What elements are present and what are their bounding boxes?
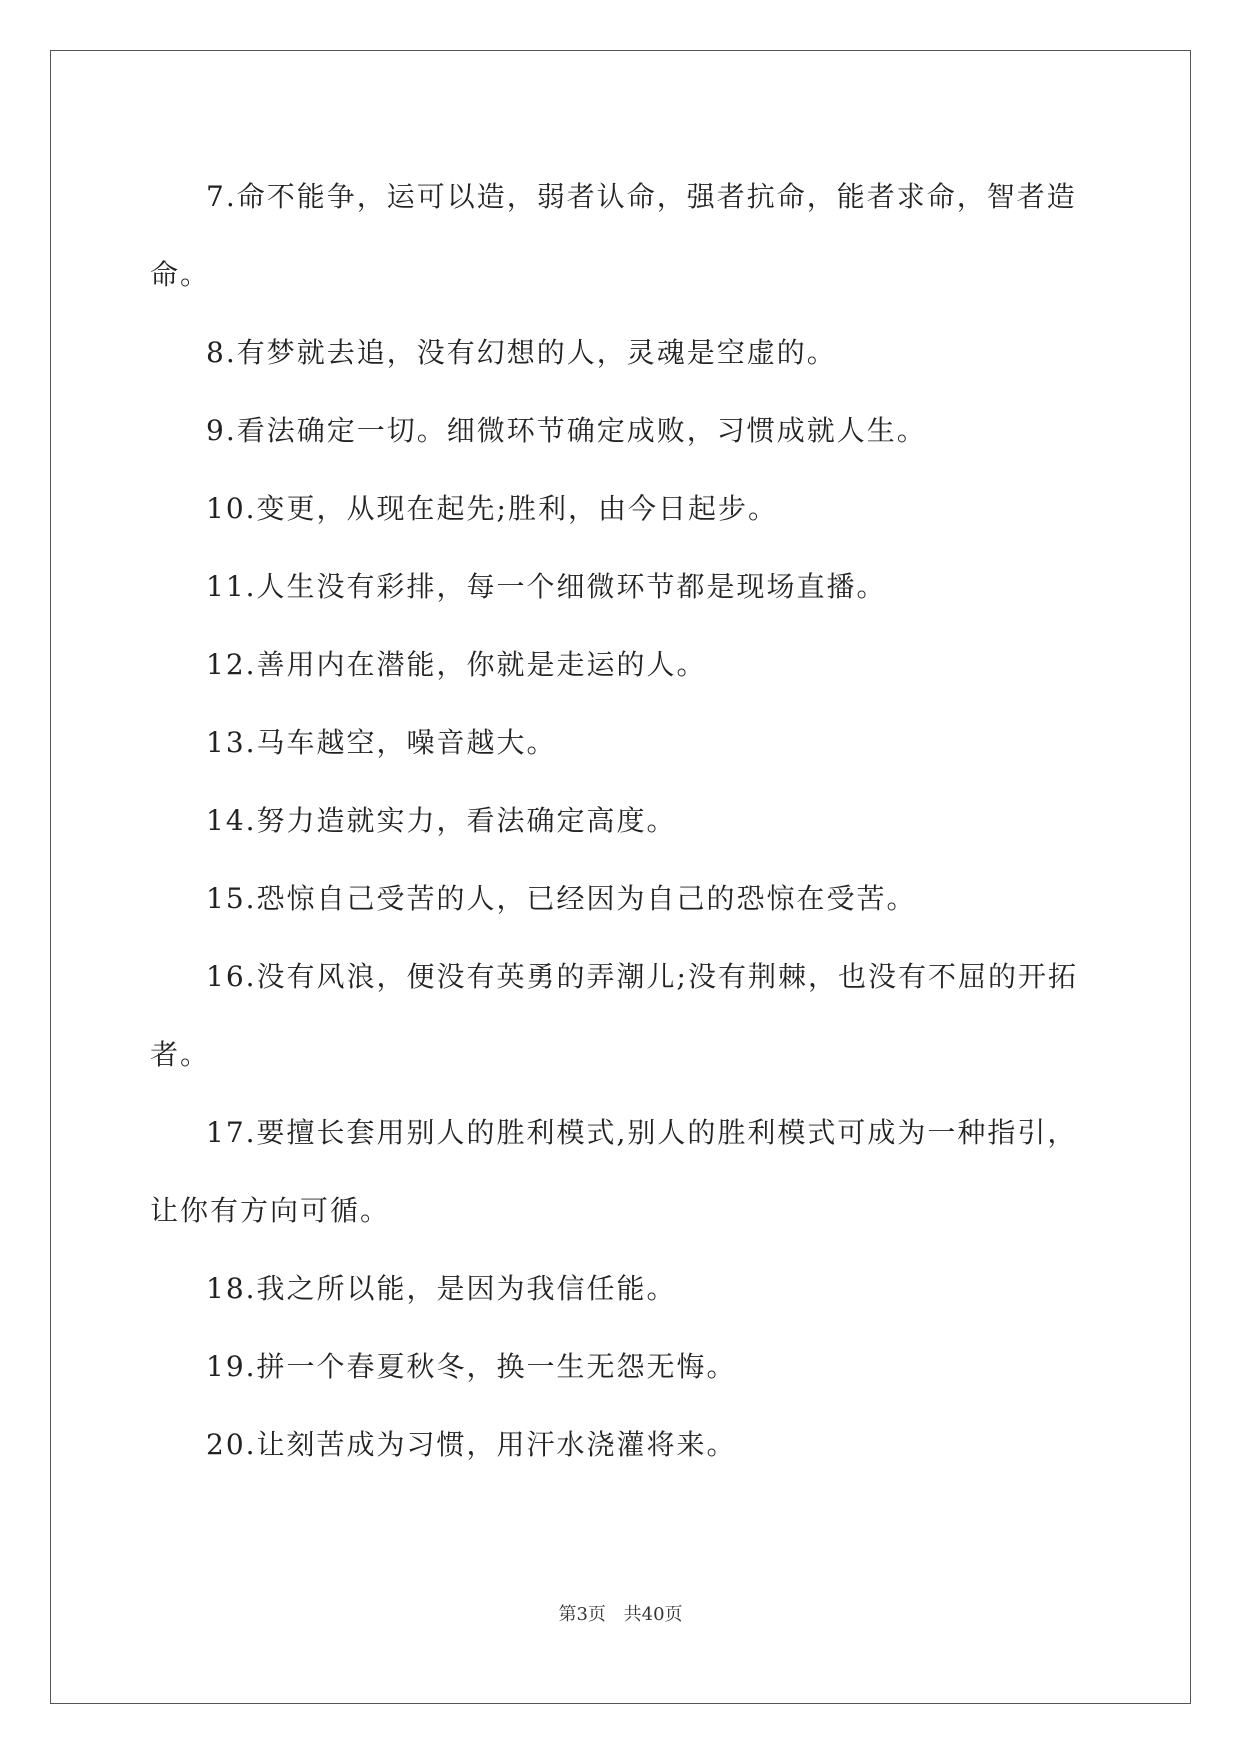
paragraph-15: 15.恐惊自己受苦的人，已经因为自己的恐惊在受苦。: [206, 882, 917, 915]
paragraph-9: 9.看法确定一切。细微环节确定成败，习惯成就人生。: [206, 414, 927, 447]
paragraph-10: 10.变更，从现在起先;胜利，由今日起步。: [206, 492, 778, 525]
paragraph-18: 18.我之所以能，是因为我信任能。: [206, 1272, 677, 1305]
paragraph-20: 20.让刻苦成为习惯，用汗水浇灌将来。: [206, 1428, 737, 1461]
page-number: 第3页: [558, 1604, 606, 1625]
paragraph-12: 12.善用内在潜能，你就是走运的人。: [206, 648, 707, 681]
paragraph-11: 11.人生没有彩排，每一个细微环节都是现场直播。: [206, 570, 887, 603]
page-total: 共40页: [623, 1604, 683, 1625]
paragraph-14: 14.努力造就实力，看法确定高度。: [206, 804, 677, 837]
paragraph-8: 8.有梦就去追，没有幻想的人，灵魂是空虚的。: [206, 336, 837, 369]
paragraph-13: 13.马车越空，噪音越大。: [206, 726, 557, 759]
paragraph-16: 16.没有风浪，便没有英勇的弄潮儿;没有荆棘，也没有不屈的开拓者。: [150, 960, 1078, 1071]
paragraph-17: 17.要擅长套用别人的胜利模式,别人的胜利模式可成为一种指引，让你有方向可循。: [150, 1116, 1078, 1227]
paragraph-7: 7.命不能争，运可以造，弱者认命，强者抗命，能者求命，智者造命。: [150, 180, 1077, 291]
paragraph-19: 19.拼一个春夏秋冬，换一生无怨无悔。: [206, 1350, 737, 1383]
page-footer: [0, 1600, 1241, 1626]
document-body: [150, 158, 1090, 1484]
